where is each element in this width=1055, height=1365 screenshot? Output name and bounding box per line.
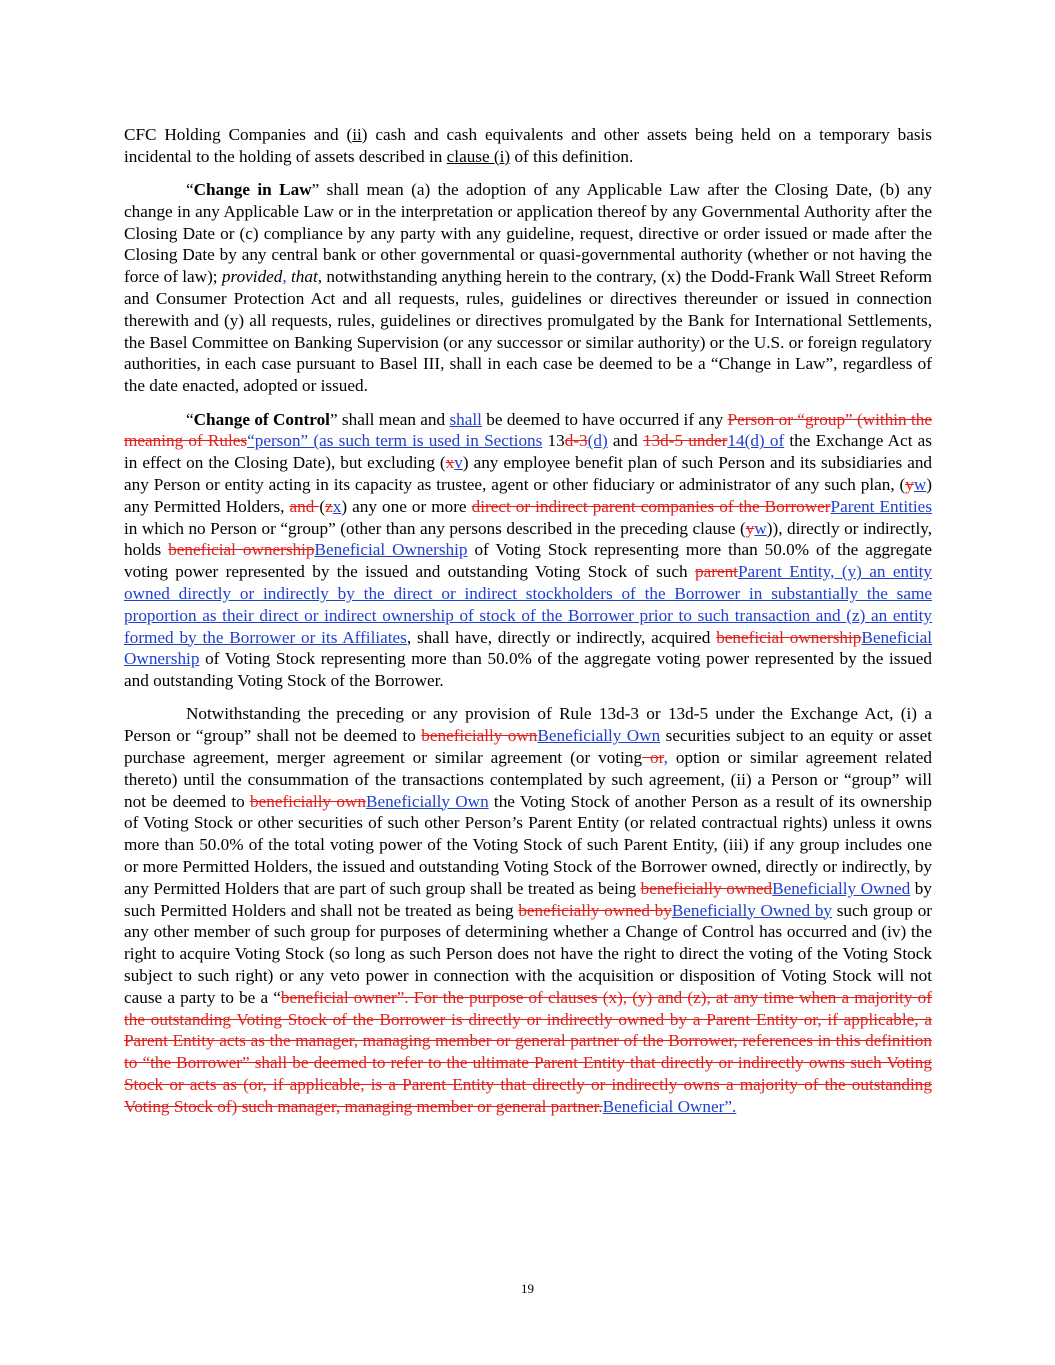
deleted-text: 13d-5 under [642, 431, 728, 451]
text-run: securities subject to an equity or asset purchase agreement, merger agreement or similar agreement (or voting [124, 726, 932, 768]
inserted-text: v [454, 453, 463, 473]
inserted-text: Beneficially Own [537, 726, 661, 746]
paragraph-change-in-law [124, 179, 932, 397]
text-run: , notwithstanding anything herein to the contrary, (x) the Dodd-Frank Wall Street Reform and Consumer Protection Act and all requests, rules, guidelines or directives thereunder or issued in connection therewith and (y) all requests, rules, guidelines or directives promulgated by the Bank for International Settlements, the Basel Committee on Banking Supervision (or any successor or similar authority) or the U.S. or foreign regulatory authorities, in each case pursuant to Basel III, shall in each case be deemed to be a “Change in Law”, regardless of the date enacted, adopted or issued. [124, 267, 932, 396]
inserted-text: Parent Entities [830, 496, 933, 516]
text-run: in which no Person or “group” (other than any persons described in the preceding clause ( [124, 518, 746, 538]
deleted-text: beneficially owned by [518, 900, 672, 920]
text-run: be deemed to have occurred if any [481, 409, 728, 429]
text-run: option or similar agreement related thereto) until the consummation of the transactions contemplated by such agreement, (ii) a Person or “group” will not be deemed to [124, 748, 932, 811]
paragraph-change-of-control [124, 409, 932, 692]
inserted-text: w [913, 474, 927, 494]
text-run: ) cash and cash equivalents and other assets being held on a temporary basis incidental to the holding of assets described in [124, 125, 932, 166]
text-run: CFC Holding Companies and ( [124, 125, 353, 144]
clause-reference: clause (i) [446, 146, 511, 166]
text-run: “ [186, 180, 194, 200]
deleted-text: z [325, 496, 333, 516]
text-run: ) any one or more [341, 496, 472, 516]
defined-term: Change of Control [193, 409, 330, 429]
underlined-text: ii [352, 125, 362, 144]
text-run: such group or any other member of such group for purposes of determining whether a Change of Control has occurred and (iv) the right to acquire Voting Stock (so long as such Person does not have the right to direct the voting of the Voting Stock subject to such right) or any veto power in connection with the acquisition or disposition of Voting Stock will not cause a party to be a “ [124, 900, 933, 1007]
deleted-text: and [289, 496, 320, 516]
text-run: the Voting Stock of another Person as a result of its ownership of Voting Stock or other securities of such other Person’s Parent Entity (or related contractual rights) unless it owns more than 50.0% of the total voting power of the Voting Stock of such Parent Entity, (iii) if any group includes one or more Permitted Holders, the issued and outstanding Voting Stock of the Borrower owned, directly or indirectly, by any Permitted Holders that are part of such group shall be treated as being [124, 791, 932, 898]
inserted-text: Beneficially Owned [772, 878, 911, 898]
deleted-text: beneficially own [250, 791, 366, 811]
text-run: of Voting Stock representing more than 50.0% of the aggregate voting power represented by the issued and outstanding Voting Stock of the Borrower. [124, 649, 932, 691]
text-run: and [607, 431, 643, 451]
deleted-text: parent [695, 562, 738, 582]
deleted-text: x [445, 453, 455, 473]
inserted-text: shall [449, 409, 482, 429]
document-page [124, 124, 932, 1129]
inserted-text: (d) [587, 431, 608, 451]
deleted-text: beneficial ownership [168, 540, 315, 560]
text-run: Notwithstanding the preceding or any provision of Rule 13d-3 or 13d-5 under the Exchange Act, (i) a Person or “group” shall not be deemed to [124, 704, 932, 746]
deleted-text: y [745, 518, 755, 538]
inserted-text: x [332, 496, 342, 516]
text-run: ” shall mean (a) the adoption of any Applicable Law after the Closing Date, (b) any change in any Applicable Law or in the interpretation or application thereof by any Governmental Authority after the Closing Date or (c) compliance by any party with any guideline, request, directive or order issued or made after the Closing Date by any central bank or other governmental or quasi-governmental authority (whether or not having the force of law); [124, 180, 932, 287]
paragraph-notwithstanding [124, 703, 932, 1117]
inserted-text: 14(d) of [727, 431, 785, 451]
deleted-text: Person or “group” (within the meaning of Rules [124, 409, 932, 451]
text-run: , shall have, directly or indirectly, acquired [406, 627, 717, 647]
paragraph-cfc-holding [124, 124, 932, 168]
text-run: ) any Permitted Holders, [124, 474, 932, 516]
text-run: of Voting Stock representing more than 50.0% of the aggregate voting power represented by the issued and outstanding Voting Stock of such [124, 540, 933, 582]
italic-text: provided [221, 267, 283, 287]
text-run: 13 [542, 431, 565, 451]
text-run: ) any employee benefit plan of such Person and its subsidiaries and any Person or entity acting in its capacity as trustee, agent or other fiduciary or administrator of any such plan, ( [124, 453, 933, 494]
text-run: ” shall mean and [329, 409, 450, 429]
inserted-text: Beneficial Ownership [124, 627, 932, 669]
text-run: of this definition. [510, 146, 634, 166]
deleted-text: beneficial owner”. For the purpose of clauses (x), (y) and (z), at any time when a majority of the outstanding Voting Stock of the Borrower is directly or indirectly owned by a Parent Entity or, if applicable, a Parent Entity acts as the manager, managing member or general partner of the Borrower, references in this definition to “the Borrower” shall be deemed to refer to the ultimate Parent Entity that directly or indirectly owns such Voting Stock or acts as (or, if applicable, is a Parent Entity that directly or indirectly owns a majority of the outstanding Voting Stock of) such manager, managing member or general partner. [124, 987, 932, 1116]
deleted-text: beneficial ownership [716, 627, 862, 647]
text-run: “ [186, 409, 194, 429]
deleted-text: direct or indirect parent companies of the Borrower [471, 496, 831, 516]
inserted-text: Parent Entity, (y) an entity owned directly or indirectly by the direct or indirect stockholders of the Borrower in substantially the same proportion as their direct or indirect ownership of stock of the Borrower prior to such transaction and (z) an entity formed by the Borrower or its Affiliates [124, 562, 932, 647]
inserted-text: w [754, 518, 767, 538]
inserted-text: Beneficially Owned by [671, 900, 833, 920]
inserted-text: , [282, 267, 287, 287]
text-run: )), directly or indirectly, holds [124, 518, 932, 560]
text-run: the Exchange Act as in effect on the Closing Date), but excluding ( [124, 431, 933, 473]
inserted-text: Beneficially Own [366, 791, 489, 811]
inserted-text: Beneficial Owner”. [602, 1096, 737, 1116]
defined-term: Change in Law [193, 180, 312, 200]
deleted-text: y [905, 474, 914, 494]
text-run: by such Permitted Holders and shall not be treated as being [124, 878, 932, 920]
deleted-text: beneficially own [421, 726, 538, 746]
inserted-text: Beneficial Ownership [314, 540, 468, 560]
inserted-text: , [663, 748, 668, 768]
italic-text: that [286, 267, 318, 287]
deleted-text: d-3 [564, 431, 588, 451]
deleted-text: or [642, 748, 664, 768]
inserted-text: “person” (as such term is used in Sections [247, 431, 543, 451]
text-run: ( [319, 496, 326, 516]
page-number: 19 [521, 1281, 534, 1296]
deleted-text: beneficially owned [640, 878, 773, 898]
